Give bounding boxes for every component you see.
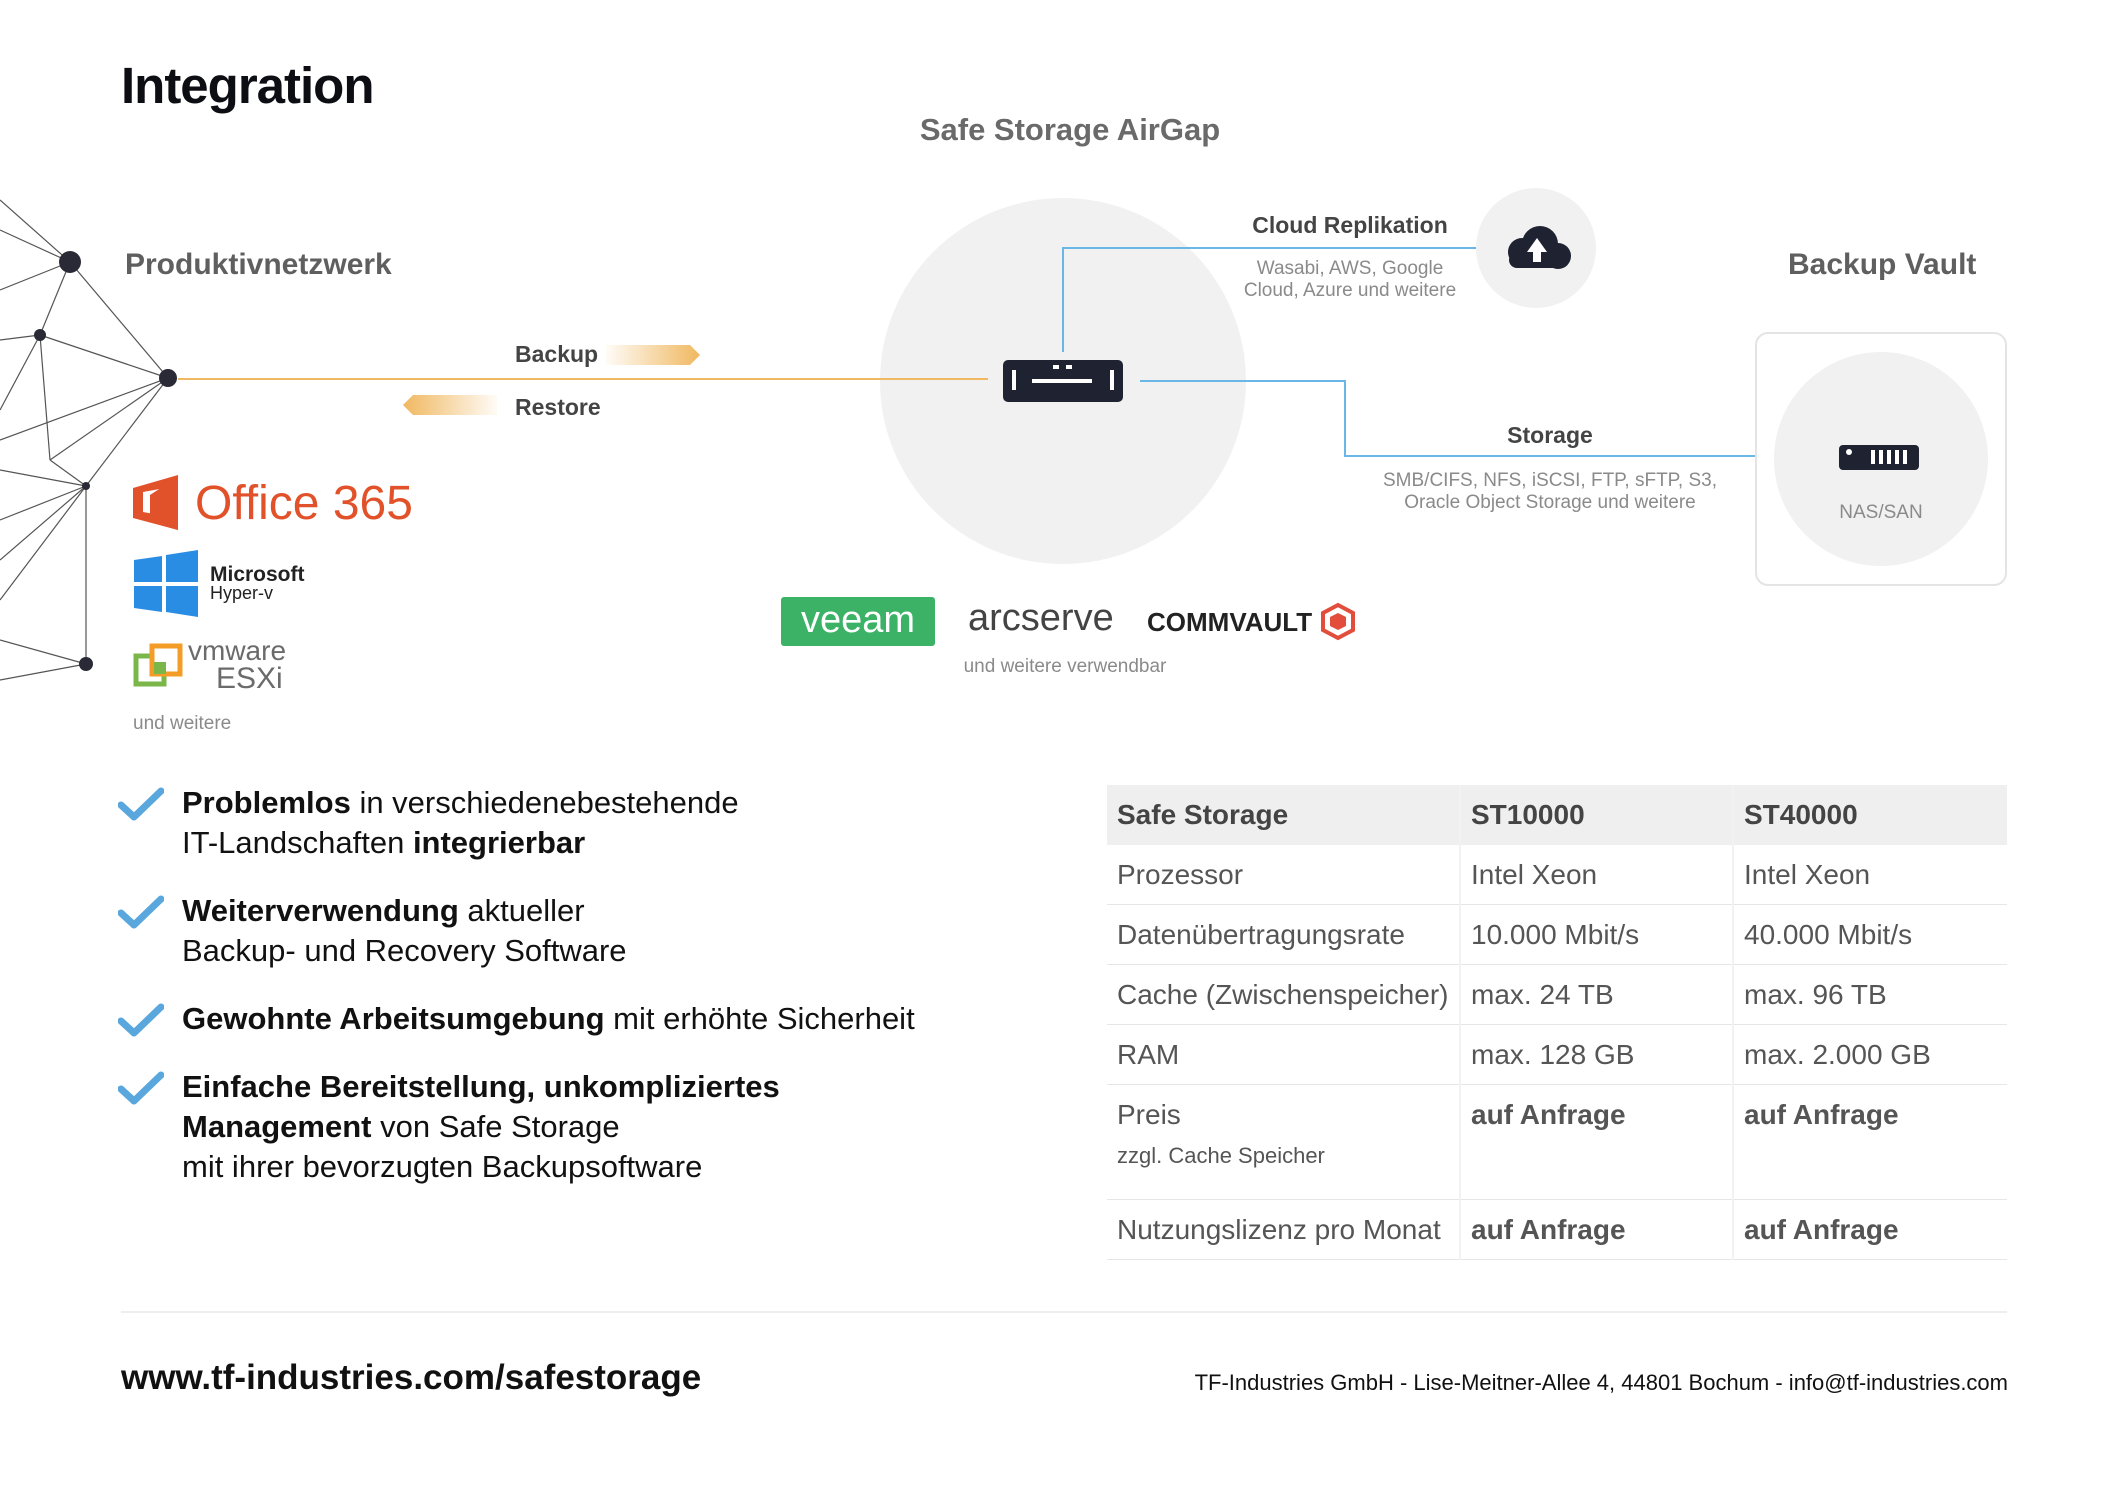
row-label: Cache (Zwischenspeicher)	[1107, 965, 1460, 1025]
cell-st40000: Intel Xeon	[1733, 845, 2007, 905]
cell-st10000: Intel Xeon	[1460, 845, 1733, 905]
feature-item-3	[118, 999, 1018, 1039]
table-row	[1107, 845, 2007, 905]
row-label: Datenübertragungsrate	[1107, 905, 1460, 965]
cell-st10000: max. 128 GB	[1460, 1025, 1733, 1085]
hyperv-line2: Hyper-v	[210, 583, 274, 603]
feature-2-text: aktueller	[458, 893, 585, 928]
nas-san-label: NAS/SAN	[1839, 502, 1923, 523]
cloud-providers-line1: Wasabi, AWS, Google	[1256, 258, 1444, 279]
storage-protocols-text	[1350, 470, 1750, 514]
storage-protocols-line2: Oracle Object Storage und weitere	[1404, 492, 1696, 513]
feature-2-text2: Backup- und Recovery Software	[182, 933, 627, 968]
page-title: Integration	[121, 57, 374, 114]
office-365-icon	[133, 475, 178, 530]
hyperv-line1: Microsoft	[210, 563, 305, 586]
check-icon	[118, 1003, 164, 1037]
left-more-text: und weitere	[133, 713, 232, 734]
restore-label: Restore	[515, 394, 601, 420]
storage-label: Storage	[1507, 422, 1593, 448]
restore-arrow	[403, 395, 497, 415]
cell-st10000: 10.000 Mbit/s	[1460, 905, 1733, 965]
table-row	[1107, 905, 2007, 965]
diagram-title: Safe Storage AirGap	[919, 112, 1221, 147]
feature-4-bold2: Management	[182, 1109, 372, 1144]
cell-st40000: auf Anfrage	[1733, 1200, 2007, 1260]
spec-table	[1107, 785, 2007, 1260]
feature-4-bold: Einfache Bereitstellung, unkompliziertes	[182, 1069, 780, 1104]
backup-vault-label: Backup Vault	[1788, 248, 1977, 281]
row-label: Prozessor	[1107, 845, 1460, 905]
storage-protocols-line1: SMB/CIFS, NFS, iSCSI, FTP, sFTP, S3,	[1383, 470, 1717, 491]
cloud-providers-text	[1200, 258, 1500, 302]
table-header-row	[1107, 785, 2007, 845]
feature-item-2	[118, 891, 1018, 971]
produktivnetzwerk-label: Produktivnetzwerk	[125, 248, 392, 281]
table-row	[1107, 965, 2007, 1025]
windows-icon	[134, 550, 198, 617]
table-row	[1107, 1085, 2007, 1200]
server-icon	[1003, 360, 1123, 402]
commvault-text: COMMVAULT	[1147, 607, 1313, 637]
footer-address: TF-Industries GmbH - Lise-Meitner-Allee 4, 44801 Bochum - info@tf-industries.com	[1194, 1370, 2008, 1395]
feature-1-bold: Problemlos	[182, 785, 351, 820]
feature-1-text2: IT-Landschaften	[182, 825, 413, 860]
cell-st40000: 40.000 Mbit/s	[1733, 905, 2007, 965]
check-icon	[118, 1071, 164, 1105]
row-label: Preis	[1117, 1099, 1181, 1130]
feature-1-text: in verschiedenebestehende	[350, 785, 739, 820]
cell-st10000: auf Anfrage	[1460, 1085, 1733, 1200]
cell-st10000: max. 24 TB	[1460, 965, 1733, 1025]
feature-list	[118, 783, 1018, 1215]
feature-4-text3: von Safe Storage	[371, 1109, 620, 1144]
feature-2-bold: Weiterverwendung	[182, 893, 459, 928]
cloud-replikation-label: Cloud Replikation	[1252, 212, 1448, 238]
row-label-cell	[1107, 1085, 1460, 1200]
vmware-text	[188, 637, 286, 693]
arcserve-text: arcserve	[968, 597, 1114, 639]
cell-st40000: auf Anfrage	[1733, 1085, 2007, 1200]
cell-st40000: max. 2.000 GB	[1733, 1025, 2007, 1085]
table-header: ST10000	[1460, 785, 1733, 845]
nas-device-icon	[1839, 445, 1919, 470]
hyperv-text	[210, 565, 305, 603]
row-label: RAM	[1107, 1025, 1460, 1085]
vmware-line2: ESXi	[216, 662, 283, 695]
veeam-text: veeam	[800, 599, 916, 641]
cell-st40000: max. 96 TB	[1733, 965, 2007, 1025]
cell-st10000: auf Anfrage	[1460, 1200, 1733, 1260]
table-row	[1107, 1200, 2007, 1260]
footer-url-link[interactable]: www.tf-industries.com/safestorage	[121, 1358, 702, 1397]
feature-4-text4: mit ihrer bevorzugten Backupsoftware	[182, 1149, 703, 1184]
row-sublabel: zzgl. Cache Speicher	[1117, 1143, 1325, 1168]
feature-item-1	[118, 783, 1018, 863]
vmware-line1: vmware	[188, 635, 287, 666]
vmware-icon	[136, 646, 180, 684]
table-row	[1107, 1025, 2007, 1085]
row-label: Nutzungslizenz pro Monat	[1107, 1200, 1460, 1260]
check-icon	[118, 895, 164, 929]
backup-arrow	[606, 345, 700, 365]
commvault-icon	[1323, 605, 1353, 638]
feature-3-bold: Gewohnte Arbeitsumgebung	[182, 1001, 605, 1036]
table-header: Safe Storage	[1107, 785, 1460, 845]
backup-label: Backup	[515, 341, 599, 367]
cloud-providers-line2: Cloud, Azure und weitere	[1243, 280, 1457, 301]
table-header: ST40000	[1733, 785, 2007, 845]
feature-item-4	[118, 1067, 1018, 1187]
office-365-text: Office 365	[195, 477, 413, 530]
feature-1-bold2: integrierbar	[412, 825, 586, 860]
footer-divider	[121, 1311, 2007, 1313]
center-more-text: und weitere verwendbar	[963, 656, 1167, 677]
feature-3-text: mit erhöhte Sicherheit	[604, 1001, 915, 1036]
check-icon	[118, 787, 164, 821]
